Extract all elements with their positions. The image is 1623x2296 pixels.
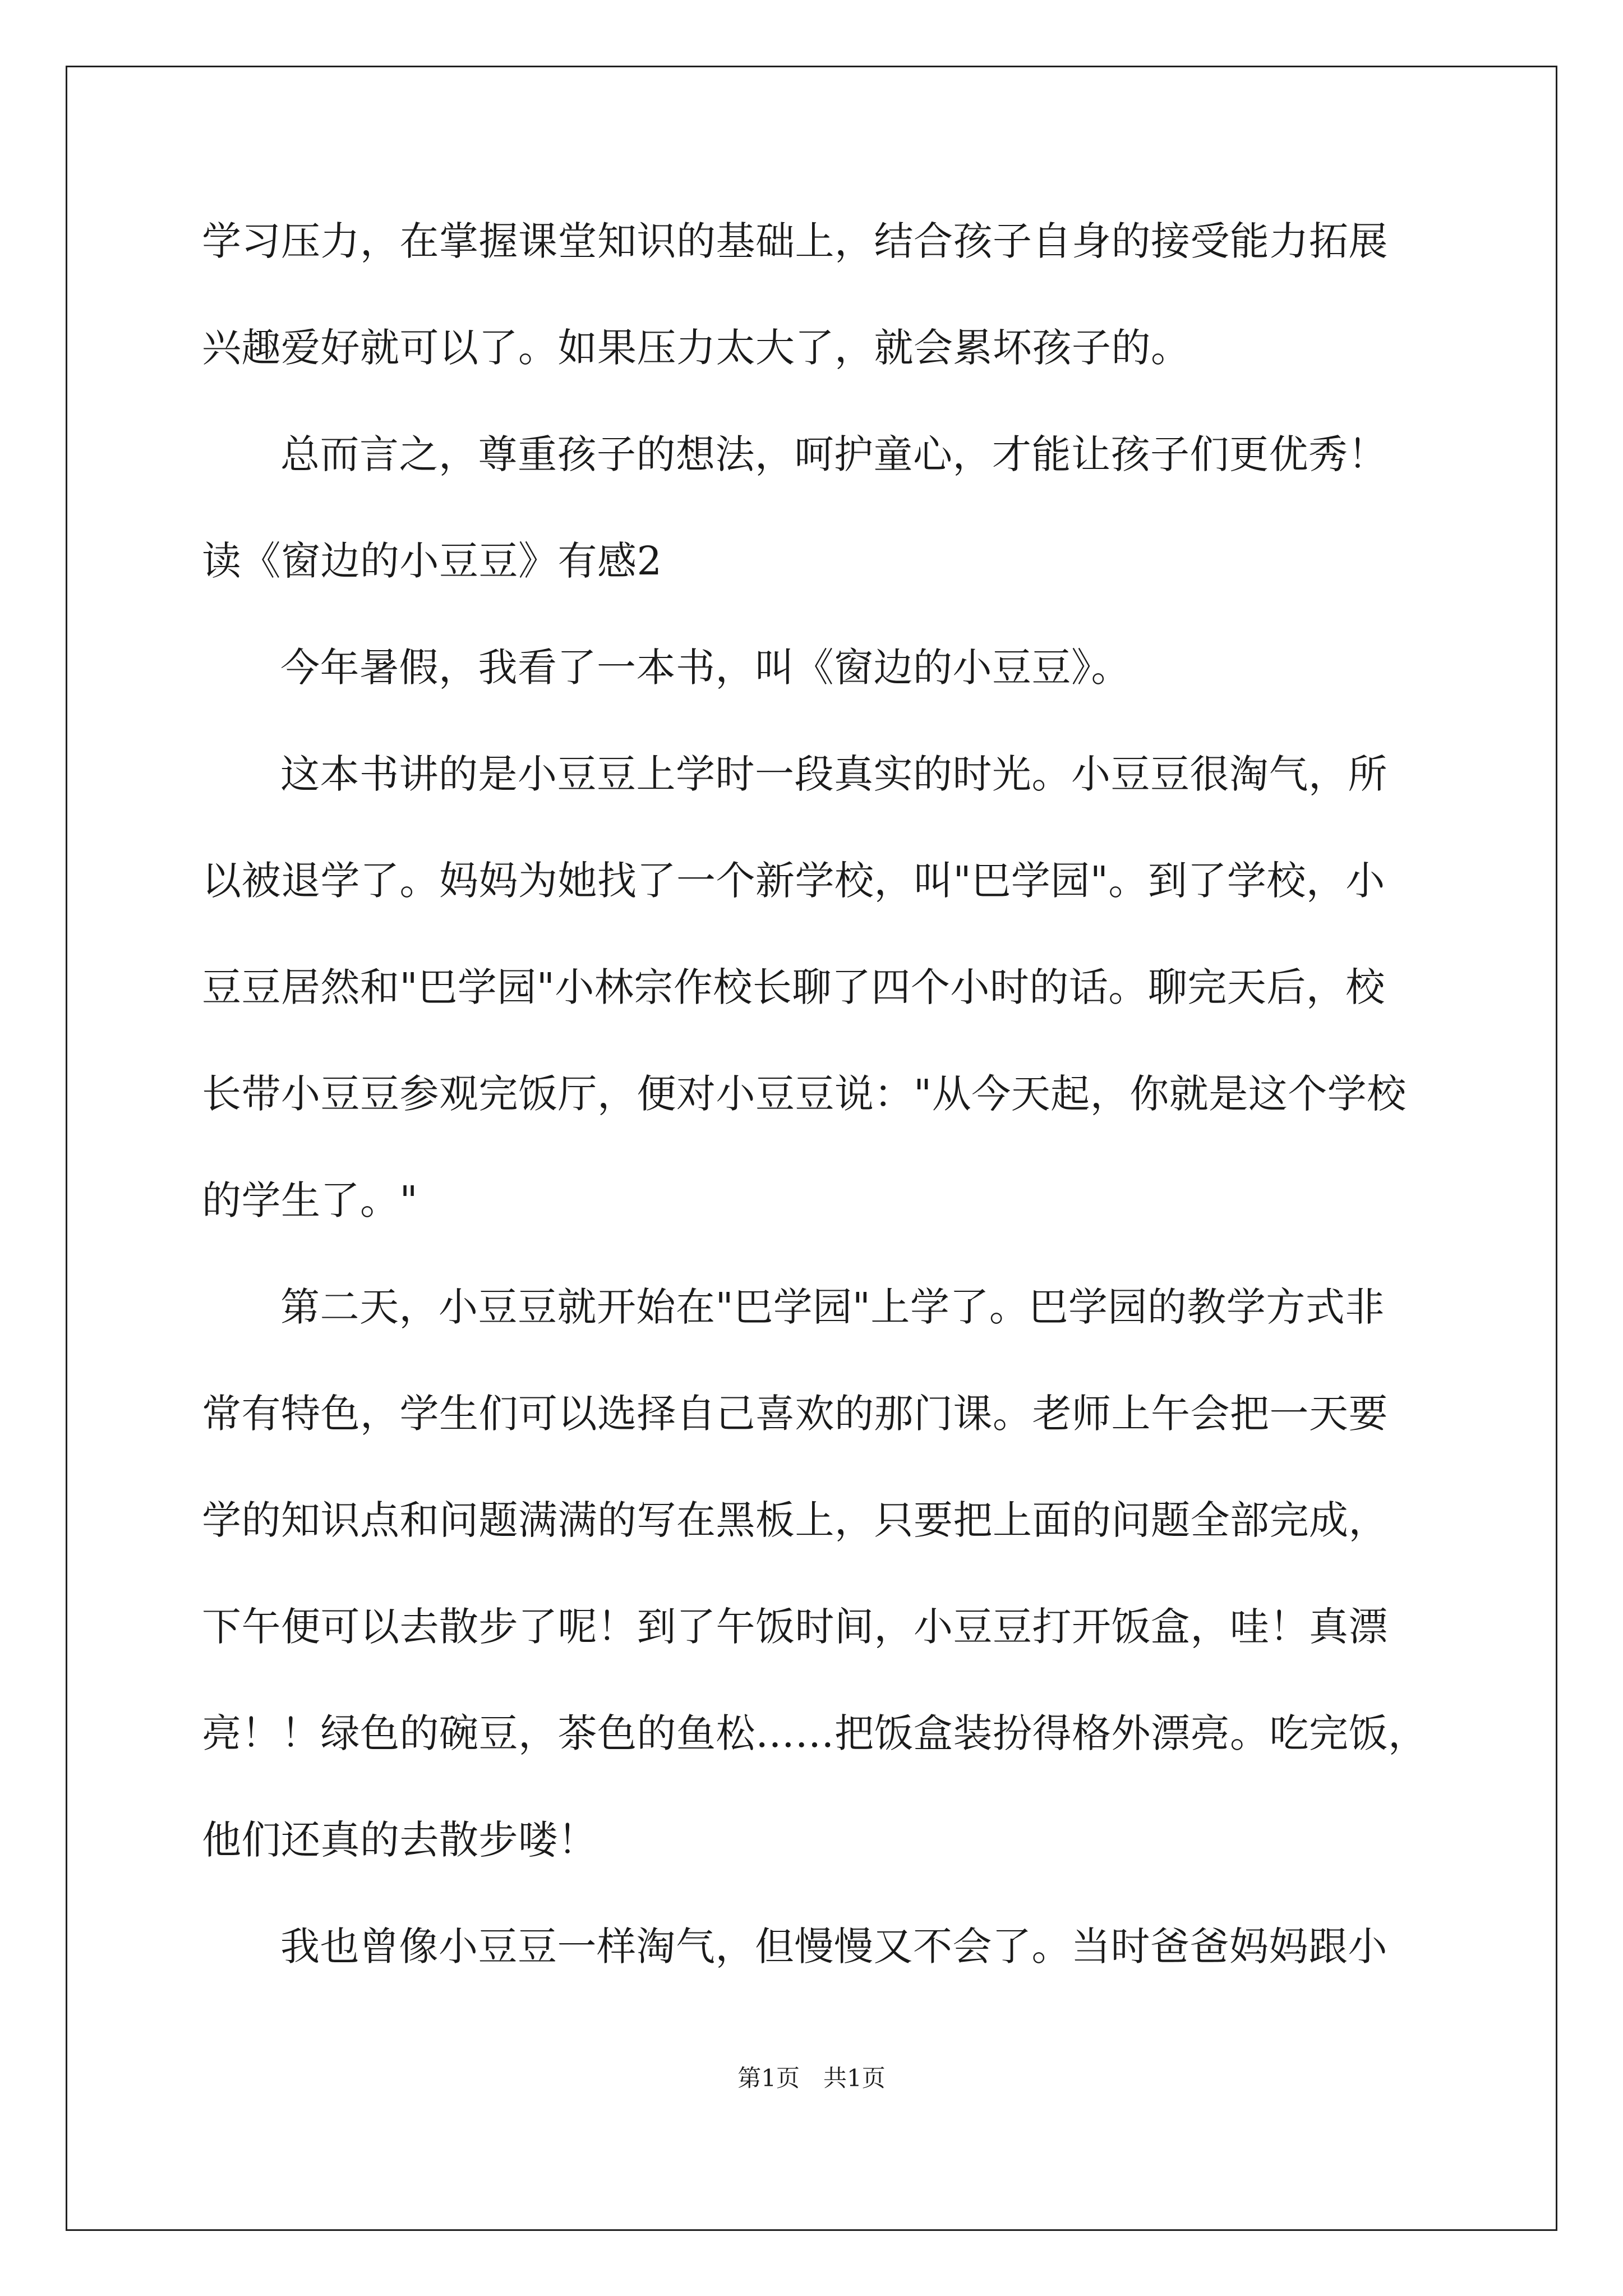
text-line: 以被退学了。妈妈为她找了一个新学校，叫"巴学园"。到了学校，小: [202, 858, 1385, 904]
page-footer: 第1页 共1页: [737, 2064, 886, 2092]
page-border: [66, 66, 1557, 2231]
paragraph-line: 第二天，小豆豆就开始在"巴学园"上学了。巴学园的教学方式非: [280, 1284, 1385, 1330]
paragraph-line: 今年暑假，我看了一本书，叫《窗边的小豆豆》。: [280, 645, 1131, 691]
text-line: 下午便可以去散步了呢！到了午饭时间，小豆豆打开饭盒，哇！真漂: [202, 1604, 1388, 1650]
paragraph-line: 总而言之，尊重孩子的想法，呵护童心，才能让孩子们更优秀！: [280, 431, 1387, 477]
text-line: 学的知识点和问题满满的写在黑板上，只要把上面的问题全部完成，: [202, 1497, 1388, 1543]
paragraph-line: 这本书讲的是小豆豆上学时一段真实的时光。小豆豆很淘气，所: [280, 751, 1387, 797]
section-title: 读《窗边的小豆豆》有感2: [202, 538, 662, 584]
text-line: 亮！！绿色的碗豆，茶色的鱼松……把饭盒装扮得格外漂亮。吃完饭，: [202, 1710, 1428, 1756]
text-line: 长带小豆豆参观完饭厅，便对小豆豆说："从今天起，你就是这个学校: [202, 1071, 1407, 1117]
text-line: 他们还真的去散步喽！: [202, 1817, 597, 1863]
text-line: 的学生了。": [202, 1177, 418, 1223]
text-line: 豆豆居然和"巴学园"小林宗作校长聊了四个小时的话。聊完天后，校: [202, 964, 1385, 1010]
text-line: 常有特色，学生们可以选择自己喜欢的那门课。老师上午会把一天要: [202, 1391, 1388, 1437]
text-line: 学习压力，在掌握课堂知识的基础上，结合孩子自身的接受能力拓展: [202, 218, 1388, 264]
text-line: 兴趣爱好就可以了。如果压力太大了，就会累坏孩子的。: [202, 325, 1191, 371]
paragraph-line: 我也曾像小豆豆一样淘气，但慢慢又不会了。当时爸爸妈妈跟小: [280, 1924, 1387, 1970]
